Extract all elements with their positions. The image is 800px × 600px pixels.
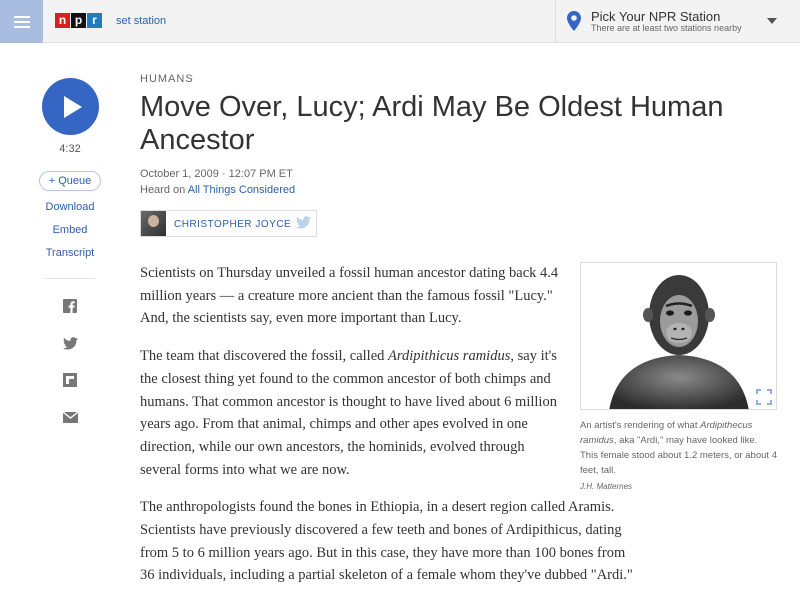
play-icon (64, 96, 82, 118)
npr-logo[interactable] (55, 13, 102, 28)
station-picker-subtitle: There are at least two stations nearby (591, 23, 742, 33)
paragraph: Scientists on Thursday unveiled a fossil human ancestor dating back 4.4 million years — a creature more ancient than the famous fossil "Lucy." And, the scientists say, even more important than Lucy. (140, 265, 559, 327)
hamburger-icon (14, 16, 30, 28)
email-share-button[interactable] (60, 407, 80, 427)
paragraph: The anthropologists found the bones in Ethiopia, in a desert region called Aramis. Scientists have previously discovered a few teeth and bones of Ardipithicus, dating from 5 to 6 million years ago. But in this case, they have more than 100 bones from 36 individuals, including a partial skeleton of a female whom they've dubbed "Ardi." (140, 499, 633, 584)
top-bar (0, 0, 800, 43)
email-icon (63, 412, 78, 423)
author-avatar (141, 211, 166, 236)
chevron-down-icon (767, 18, 777, 24)
menu-button[interactable] (0, 0, 43, 43)
flipboard-share-button[interactable] (60, 370, 80, 390)
ardi-drawing (581, 263, 777, 410)
logo-letter-r: r (87, 13, 102, 28)
article-figure (580, 262, 777, 491)
facebook-share-button[interactable] (60, 296, 80, 316)
embed-link[interactable]: Embed (52, 224, 88, 236)
rail-divider (45, 278, 95, 279)
flipboard-icon (63, 373, 77, 387)
twitter-icon[interactable] (296, 216, 311, 229)
transcript-link[interactable]: Transcript (45, 247, 95, 259)
heard-on (140, 184, 295, 196)
expand-icon[interactable] (756, 389, 772, 405)
facebook-icon (63, 299, 77, 313)
ardi-illustration[interactable] (580, 262, 777, 410)
logo-letter-n: n (55, 13, 70, 28)
figure-caption: An artist's rendering of what Ardipithecus ramidus, aka "Ardi," may have looked like. This female stood about 1.2 meters, or about 4 feet, tall. (580, 420, 777, 476)
figure-credit: J.H. Matternes (580, 482, 633, 491)
station-picker[interactable] (555, 0, 800, 43)
byline (140, 210, 317, 237)
show-link[interactable]: All Things Considered (187, 184, 296, 196)
set-station-link[interactable]: set station (116, 15, 167, 27)
station-picker-title: Pick Your NPR Station (591, 9, 721, 24)
logo-letter-p: p (71, 13, 86, 28)
download-link[interactable]: Download (45, 201, 95, 213)
page-title: Move Over, Lucy; Ardi May Be Oldest Human Ancestor (140, 91, 724, 156)
article-slug[interactable]: HUMANS (140, 73, 194, 85)
play-button[interactable] (42, 78, 99, 135)
heard-on-prefix: Heard on (140, 184, 186, 196)
twitter-icon (63, 337, 78, 350)
author-link[interactable]: CHRISTOPHER JOYCE (174, 219, 292, 230)
article-date: October 1, 2009 · 12:07 PM ET (140, 168, 293, 180)
paragraph: The team that discovered the fossil, called Ardipithicus ramidus, say it's the closest thing yet found to the common ancestor of both chimps and humans. That common ancestor is thought to have lived about 6 million years ago. From that animal, chimps and other apes evolved in one direction, while our own ancestors, the hominids, evolved through several forms into what we are now. (140, 348, 557, 478)
queue-button[interactable]: + Queue (39, 171, 101, 191)
location-pin-icon (567, 11, 581, 31)
audio-duration: 4:32 (59, 143, 81, 155)
twitter-share-button[interactable] (60, 333, 80, 353)
